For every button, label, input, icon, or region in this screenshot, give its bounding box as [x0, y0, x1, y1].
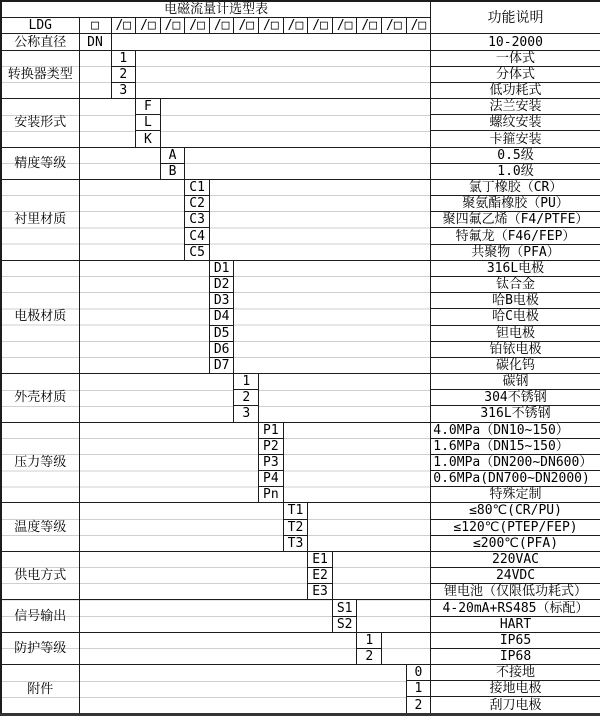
empty-span [308, 503, 431, 552]
model-slash-box: /□ [332, 18, 357, 34]
code-cell: D2 [209, 277, 234, 293]
code-cell-dn: DN [79, 34, 111, 50]
empty-span [79, 422, 259, 503]
empty-span [111, 34, 431, 50]
code-cell: E1 [308, 551, 333, 567]
function-cell: 哈B电极 [431, 293, 600, 309]
model-slash-box: /□ [136, 18, 161, 34]
function-cell: 螺纹安装 [431, 115, 600, 131]
function-cell: 氯丁橡胶（CR） [431, 179, 600, 195]
function-cell: 4-20mA+RS485（标配） [431, 600, 600, 616]
function-cell: 刮刀电极 [431, 697, 600, 715]
code-cell: D3 [209, 293, 234, 309]
code-cell: P1 [259, 422, 284, 438]
empty-span [160, 99, 431, 148]
empty-span [79, 99, 136, 148]
code-cell: 1 [406, 681, 431, 697]
empty-span [79, 551, 308, 600]
empty-span [259, 374, 431, 423]
row-label: 附件 [1, 665, 79, 715]
function-cell: 钛合金 [431, 277, 600, 293]
function-cell: 特殊定制 [431, 487, 600, 503]
empty-span [79, 632, 357, 664]
code-cell: S2 [332, 616, 357, 632]
model-slash-box: /□ [308, 18, 333, 34]
function-cell: IP65 [431, 632, 600, 648]
empty-span [79, 374, 234, 423]
code-cell: C4 [185, 228, 210, 244]
function-cell: 钽电极 [431, 325, 600, 341]
function-cell: 1.0MPa（DN200~DN600） [431, 454, 600, 470]
function-cell: 不接地 [431, 665, 600, 681]
model-slash-box: /□ [234, 18, 259, 34]
model-slash-box: /□ [382, 18, 407, 34]
row-label-diameter: 公称直径 [1, 34, 79, 50]
function-cell: 碳化钨 [431, 357, 600, 373]
model-slash-box: /□ [185, 18, 210, 34]
code-cell: P4 [259, 471, 284, 487]
code-cell: 0 [406, 665, 431, 681]
code-cell: E3 [308, 584, 333, 600]
function-cell: 聚四氟乙烯（F4/PTFE） [431, 212, 600, 228]
code-cell: C3 [185, 212, 210, 228]
code-cell: D7 [209, 357, 234, 373]
empty-span [209, 179, 430, 260]
function-cell: 1.0级 [431, 163, 600, 179]
table-title: 电磁流量计选型表 [1, 1, 431, 18]
code-cell: D1 [209, 260, 234, 276]
function-cell: ≤120℃(PTEP/FEP) [431, 519, 600, 535]
function-column-header: 功能说明 [431, 1, 600, 34]
model-slash-box: /□ [209, 18, 234, 34]
function-cell: 碳钢 [431, 374, 600, 390]
empty-span [79, 665, 406, 715]
row-label: 压力等级 [1, 422, 79, 503]
model-slash-box: /□ [283, 18, 308, 34]
function-cell: 304不锈钢 [431, 390, 600, 406]
function-cell: 卡箍安装 [431, 131, 600, 147]
function-cell: IP68 [431, 648, 600, 664]
code-cell: K [136, 131, 161, 147]
empty-span [79, 50, 111, 99]
empty-span [357, 600, 431, 632]
function-cell: 聚氨酯橡胶（PU） [431, 196, 600, 212]
model-box: □ [79, 18, 111, 34]
code-cell: 2 [234, 390, 259, 406]
function-cell: 接地电极 [431, 681, 600, 697]
function-cell: 低功耗式 [431, 82, 600, 98]
code-cell: C2 [185, 196, 210, 212]
empty-span [283, 422, 431, 503]
code-cell: T3 [283, 535, 308, 551]
code-cell: A [160, 147, 185, 163]
function-cell: 哈C电极 [431, 309, 600, 325]
code-cell: L [136, 115, 161, 131]
model-slash-box: /□ [259, 18, 284, 34]
model-slash-box: /□ [111, 18, 136, 34]
empty-span [79, 260, 209, 373]
function-cell: 24VDC [431, 568, 600, 584]
function-cell: ≤80℃(CR/PU) [431, 503, 600, 519]
row-label: 精度等级 [1, 147, 79, 179]
function-cell: 10-2000 [431, 34, 600, 50]
model-prefix: LDG [1, 18, 79, 34]
row-label: 防护等级 [1, 632, 79, 664]
function-cell: ≤200℃(PFA) [431, 535, 600, 551]
model-slash-box: /□ [357, 18, 382, 34]
code-cell: 1 [357, 632, 382, 648]
function-cell: 一体式 [431, 50, 600, 66]
code-cell: T1 [283, 503, 308, 519]
function-cell: 220VAC [431, 551, 600, 567]
code-cell: B [160, 163, 185, 179]
code-cell: C1 [185, 179, 210, 195]
row-label: 信号输出 [1, 600, 79, 632]
code-cell: F [136, 99, 161, 115]
function-cell: 铂铱电极 [431, 341, 600, 357]
code-cell: D4 [209, 309, 234, 325]
function-cell: 锂电池（仅限低功耗式） [431, 584, 600, 600]
code-cell: D6 [209, 341, 234, 357]
code-cell: P3 [259, 454, 284, 470]
function-cell: 共聚物（PFA） [431, 244, 600, 260]
function-cell: 分体式 [431, 66, 600, 82]
model-slash-box: /□ [160, 18, 185, 34]
code-cell: 3 [234, 406, 259, 422]
function-cell: 法兰安装 [431, 99, 600, 115]
function-cell: HART [431, 616, 600, 632]
code-cell: S1 [332, 600, 357, 616]
empty-span [79, 179, 185, 260]
row-label: 供电方式 [1, 551, 79, 600]
function-cell: 316L电极 [431, 260, 600, 276]
code-cell: E2 [308, 568, 333, 584]
row-label: 衬里材质 [1, 179, 79, 260]
code-cell: 1 [234, 374, 259, 390]
code-cell: 2 [406, 697, 431, 715]
code-cell: Pn [259, 487, 284, 503]
empty-span [136, 50, 431, 99]
code-cell: D5 [209, 325, 234, 341]
function-cell: 316L不锈钢 [431, 406, 600, 422]
function-cell: 1.6MPa（DN15~150） [431, 438, 600, 454]
empty-span [79, 147, 160, 179]
code-cell: C5 [185, 244, 210, 260]
function-cell: 特氟龙（F46/FEP） [431, 228, 600, 244]
empty-span [332, 551, 430, 600]
model-slash-box: /□ [406, 18, 431, 34]
row-label: 转换器类型 [1, 50, 79, 99]
function-cell: 0.5级 [431, 147, 600, 163]
empty-span [185, 147, 431, 179]
empty-span [79, 600, 332, 632]
code-cell: 1 [111, 50, 136, 66]
row-label: 安装形式 [1, 99, 79, 148]
code-cell: T2 [283, 519, 308, 535]
code-cell: P2 [259, 438, 284, 454]
row-label: 温度等级 [1, 503, 79, 552]
row-label: 电极材质 [1, 260, 79, 373]
empty-span [382, 632, 431, 664]
code-cell: 2 [357, 648, 382, 664]
code-cell: 2 [111, 66, 136, 82]
empty-span [234, 260, 431, 373]
function-cell: 0.6MPa(DN700~DN2000) [431, 471, 600, 487]
code-cell: 3 [111, 82, 136, 98]
empty-span [79, 503, 283, 552]
function-cell: 4.0MPa（DN10~150） [431, 422, 600, 438]
row-label: 外壳材质 [1, 374, 79, 423]
